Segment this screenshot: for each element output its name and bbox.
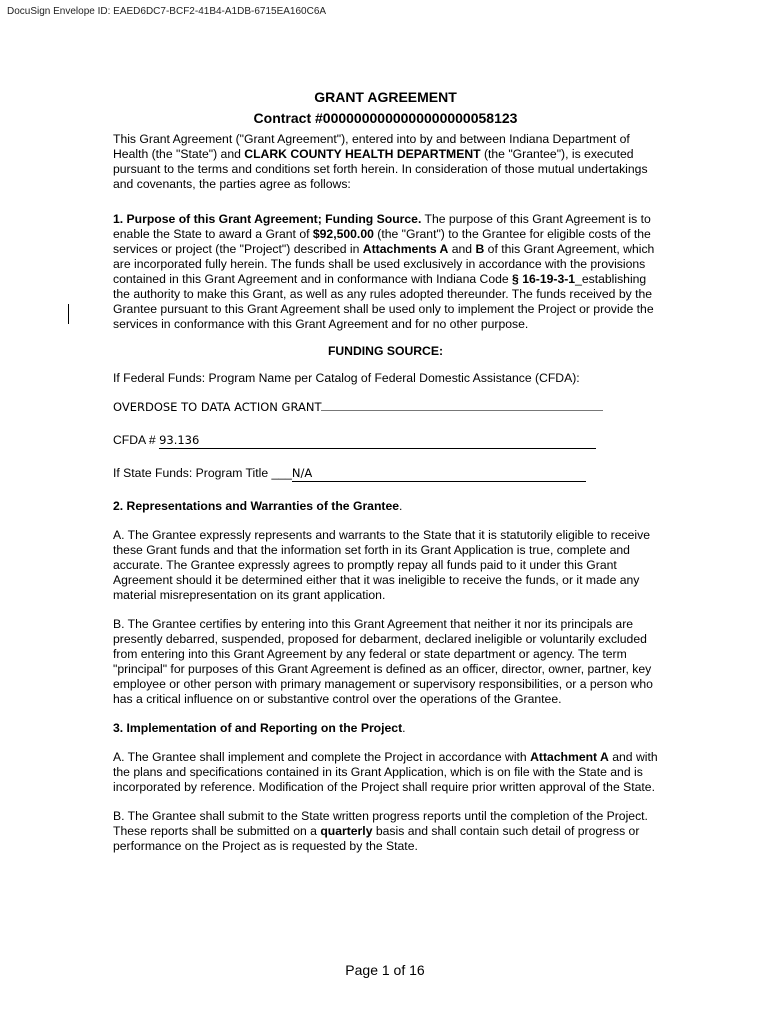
cfda-value: 93.136 [159, 433, 200, 447]
grantee-name: CLARK COUNTY HEALTH DEPARTMENT [244, 147, 481, 161]
program-name-field[interactable] [113, 400, 658, 419]
program-name-value: OVERDOSE TO DATA ACTION GRANT [113, 400, 322, 414]
section-2a-paragraph: A. The Grantee expressly represents and warrants to the State that it is statutorily eligible to receive these Grant funds and that the information set forth in its Grant Application is true, complete and accurate. The Grantee expressly agrees to promptly repay all funds paid to it under this Grant Agreement should it be determined either that it was ineligible to receive the funds, or it made any material misrepresentation on its grant application. [113, 528, 650, 602]
funding-source-heading: FUNDING SOURCE: [327, 344, 444, 358]
document-page [113, 90, 658, 868]
section-2-heading: 2. Representations and Warranties of the Grantee. [113, 499, 403, 513]
grant-amount: $92,500.00 [312, 227, 374, 241]
intro-paragraph: This Grant Agreement ("Grant Agreement"), entered into by and between Indiana Department of Health (the "State") and CLARK COUNTY HEALTH DEPARTMENT (the "Grantee"), is executed pursuant to the terms and conditions set forth herein. In consideration of those mutual undertakings and covenants, the parties agree as follows: [113, 132, 648, 191]
section-3a-paragraph: A. The Grantee shall implement and complete the Project in accordance with Attachment A and with the plans and specifications contained in its Grant Application, which is on file with the State and is incorporated by reference. Modification of the Project shall require prior written approval of the State. [113, 750, 658, 794]
document-title: GRANT AGREEMENT [314, 89, 457, 105]
section-1-paragraph: 1. Purpose of this Grant Agreement; Funding Source. The purpose of this Grant Agreement is to enable the State to award a Grant of $92,500.00 (the "Grant") to the Grantee for eligible costs of the services or project (the "Project") described in Attachments A and B of this Grant Agreement, which are incorporated fully herein. The funds shall be used exclusively in accordance with the provisions contained in this Grant Agreement and in conformance with Indiana Code § 16-19-3-1_establishing the authority to make this Grant, as well as any rules adopted thereunder. The funds received by the Grantee pursuant to this Grant Agreement shall be used only to implement the Project or provide the services in conformance with this Grant Agreement and for no other purpose. [113, 212, 655, 331]
text-cursor [68, 304, 69, 324]
page-number: Page 1 of 16 [345, 962, 425, 978]
section-3b-paragraph: B. The Grantee shall submit to the State written progress reports until the completion of the Project. These reports shall be submitted on a quarterly basis and shall contain such detail of progress or performance on the Project as is requested by the State. [113, 809, 648, 853]
state-program-title-value: N/A [291, 466, 313, 480]
section-2b-paragraph: B. The Grantee certifies by entering into this Grant Agreement that neither it nor its principals are presently debarred, suspended, proposed for debarment, declared ineligible or voluntarily excluded from entering into this Grant Agreement by any federal or state department or agency. The term "principal" for purposes of this Grant Agreement is defined as an officer, director, owner, partner, key employee or other person with primary management or supervisory responsibilities, or a person who has a critical influence on or substantive control over the operations of the Grantee. [113, 617, 653, 706]
federal-funds-label: If Federal Funds: Program Name per Catalog of Federal Domestic Assistance (CFDA): [113, 371, 580, 385]
contract-number: Contract #0000000000000000000058123 [253, 110, 518, 126]
indiana-code: § 16-19-3-1 [512, 272, 576, 286]
state-funds-field[interactable]: If State Funds: Program Title ___N/A [113, 466, 658, 485]
section-1-heading: 1. Purpose of this Grant Agreement; Funding Source. [113, 212, 422, 226]
envelope-id: DocuSign Envelope ID: EAED6DC7-BCF2-41B4-A1DB-6715EA160C6A [7, 6, 327, 17]
section-3-heading: 3. Implementation of and Reporting on the Project. [113, 721, 406, 735]
cfda-field[interactable]: CFDA # 93.136 [113, 433, 658, 452]
